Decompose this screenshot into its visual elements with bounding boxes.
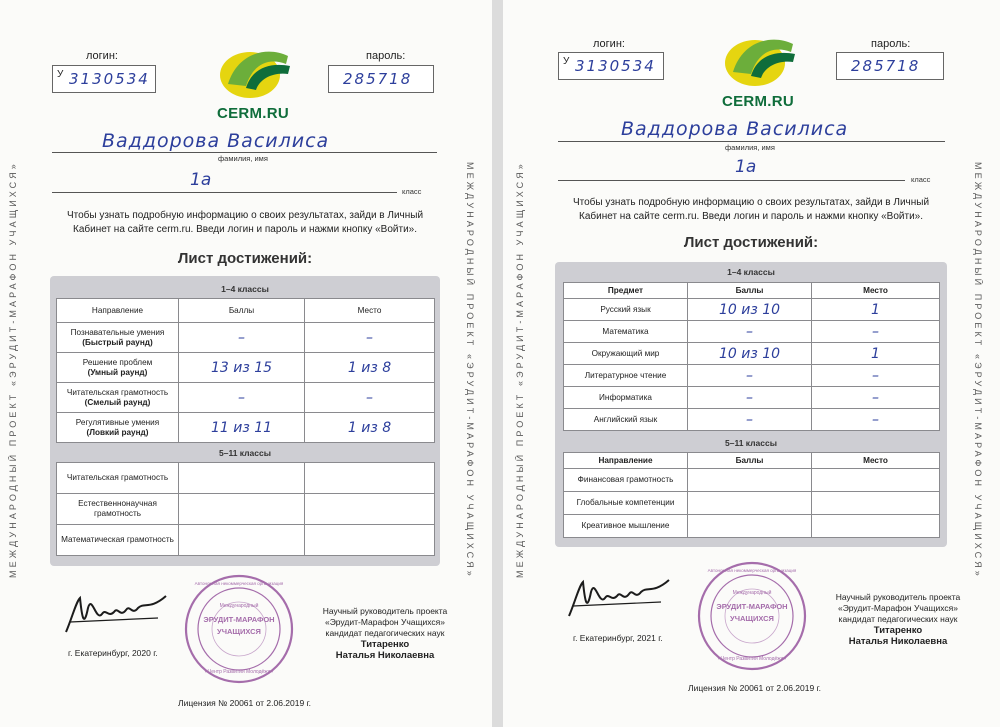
organization-stamp: ЭРУДИТ-МАРАФОН УЧАЩИХСЯ Международный Автономная некоммерческая организация «Центр Развития Молодёжи» [696,560,808,672]
sheet-title: Лист достижений: [177,250,313,267]
table-row: Решение проблем (Умный раунд) 13 из 15 1 из 8 [57,353,435,383]
secondary-results-table [56,462,435,556]
table-row: Математическая грамотность [57,525,435,556]
name-caption: фамилия, имя [725,143,775,152]
table-row: Читательская грамотность [57,463,435,494]
table-row: Английский язык – – [564,409,940,431]
supervisor-block: Научный руководитель проекта «Эрудит-Марафон Учащихся» кандидат педагогических наук Титаренко Наталья Николаевна [835,592,961,647]
col-header-place: Место [305,299,435,323]
name-line [558,141,945,142]
class-line [558,180,905,181]
table-row: Литературное чтение – – [564,365,940,387]
table-row: Окружающий мир 10 из 10 1 [564,343,940,365]
student-name: Ваддорова Василиса [102,130,330,152]
group-primary-label: 1–4 классы [727,267,775,277]
info-text: Чтобы узнать подробную информацию о своих результатах, зайди в Личный Кабинет на сайте cerm.ru. Введи логин и пароль и нажми кнопку «Войти». [66,210,424,235]
table-row: Естественнонаучная грамотность [57,494,435,525]
password-value: 285718 [343,70,413,88]
side-text-right: МЕЖДУНАРОДНЫЙ ПРОЕКТ «ЭРУДИТ-МАРАФОН УЧАЩИХСЯ» [465,161,475,579]
results-panel [555,262,947,547]
logo-text: CERM.RU [216,105,290,122]
login-field: У 3130534 [52,65,156,93]
logo-text: CERM.RU [721,93,795,110]
achievement-sheet-2021 [503,0,1000,727]
logo-emblem-icon [703,32,813,88]
side-text-left: МЕЖДУНАРОДНЫЙ ПРОЕКТ «ЭРУДИТ-МАРАФОН УЧАЩИХСЯ» [8,161,18,579]
login-field: У 3130534 [558,52,664,80]
license-text: Лицензия № 20061 от 2.06.2019 г. [178,698,312,708]
table-row: Математика – – [564,321,940,343]
achievement-sheet-2020 [0,0,492,727]
col-header-subject: Предмет [564,283,688,299]
license-text: Лицензия № 20061 от 2.06.2019 г. [688,683,822,693]
col-header-points: Баллы [688,283,812,299]
password-label: пароль: [366,50,406,62]
password-value: 285718 [851,57,921,75]
signature-icon [565,572,677,622]
password-field [836,52,944,80]
cerm-logo [703,32,813,112]
table-row: Информатика – – [564,387,940,409]
side-text-left: МЕЖДУНАРОДНЫЙ ПРОЕКТ «ЭРУДИТ-МАРАФОН УЧАЩИХСЯ» [515,161,525,579]
login-label: логин: [593,38,625,50]
class-value: 1а [190,170,212,190]
info-text: Чтобы узнать подробную информацию о своих результатах, зайди в Личный Кабинет на сайте cerm.ru. Введи логин и пароль и нажми кнопку «Войти». [572,197,930,222]
logo-emblem-icon [198,44,308,100]
class-caption: класс [911,175,931,184]
supervisor-block: Научный руководитель проекта «Эрудит-Марафон Учащихся» кандидат педагогических наук Титаренко Наталья Николаевна [322,606,448,661]
col-header-points: Баллы [179,299,305,323]
group-secondary-label: 5–11 классы [218,448,271,458]
table-row: Читательская грамотность (Смелый раунд) – – [57,383,435,413]
organization-stamp: ЭРУДИТ-МАРАФОН УЧАЩИХСЯ Международный Автономная некоммерческая организация «Центр Развития Молодёжи» [183,573,295,685]
sheet-title: Лист достижений: [683,234,819,251]
table-row: Глобальные компетенции [564,492,940,515]
city-year: г. Екатеринбург, 2021 г. [573,633,663,643]
side-text-right: МЕЖДУНАРОДНЫЙ ПРОЕКТ «ЭРУДИТ-МАРАФОН УЧАЩИХСЯ» [973,161,983,579]
table-row: Финансовая грамотность [564,469,940,492]
primary-results-table [563,282,940,431]
name-caption: фамилия, имя [218,154,268,163]
secondary-results-table [563,452,940,538]
class-line [52,192,397,193]
group-secondary-label: 5–11 классы [724,438,777,448]
class-value: 1а [735,157,757,177]
col-header-place: Место [812,283,940,299]
table-row: Русский язык 10 из 10 1 [564,299,940,321]
table-row: Познавательные умения (Быстрый раунд) – – [57,323,435,353]
city-year: г. Екатеринбург, 2020 г. [68,648,158,658]
password-field [328,65,434,93]
primary-results-table [56,298,435,443]
password-label: пароль: [871,38,911,50]
table-row: Регулятивные умения (Ловкий раунд) 11 из 11 1 из 8 [57,413,435,443]
table-header-row [57,299,435,323]
group-primary-label: 1–4 классы [221,284,269,294]
class-caption: класс [402,187,422,196]
table-header-row: Направление Баллы Место [564,453,940,469]
name-line [52,152,437,153]
signature-icon [62,588,174,638]
login-value: 3130534 [69,70,150,88]
login-value: 3130534 [575,57,656,75]
table-row: Креативное мышление [564,515,940,538]
student-name: Ваддорова Василиса [621,118,849,140]
cerm-logo [198,44,308,124]
login-label: логин: [86,50,118,62]
results-panel [50,276,440,566]
table-header-row [564,283,940,299]
col-header-direction: Направление [57,299,179,323]
